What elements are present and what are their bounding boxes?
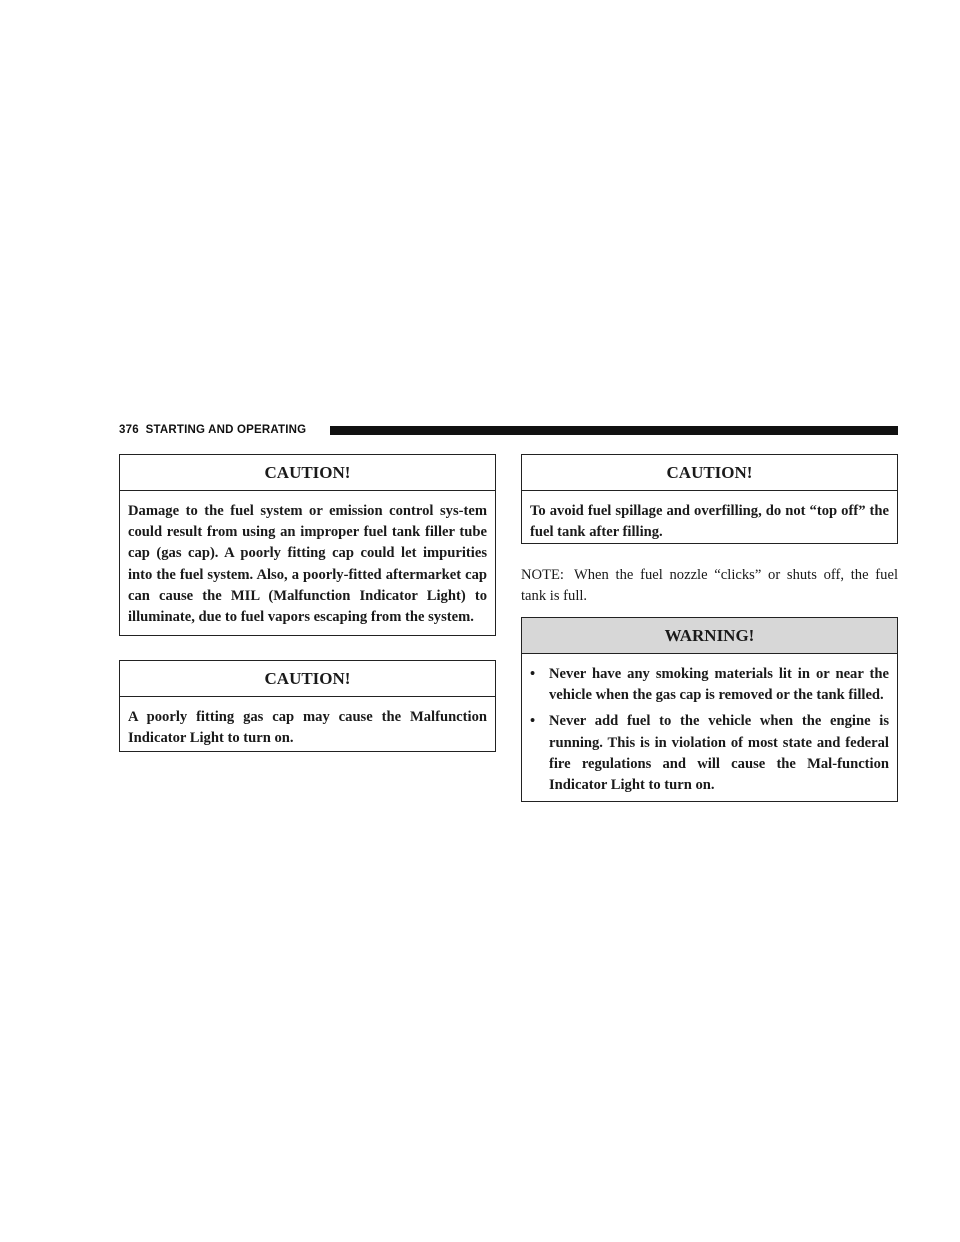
caution-box-gas-cap-damage (119, 454, 496, 636)
warning-list-item (530, 664, 889, 706)
caution-box-gas-cap-mil (119, 660, 496, 752)
caution-text: A poorly fitting gas cap may cause the Malfunction Indicator Light to turn on. (128, 709, 487, 747)
bullet-icon: • (530, 713, 536, 730)
warning-body (522, 654, 897, 796)
caution-text: Damage to the fuel system or emission control sys-tem could result from using an improper fuel tank filler tube cap (gas cap). A poorly fitting cap could let impurities into the fuel system. Also, a poorly-fitted aftermarket cap can cause the MIL (Malfunction Indicator Light) to illuminate, due to fuel vapors escaping from the system. (128, 503, 487, 626)
page-header (119, 422, 898, 440)
warning-list-item (530, 711, 889, 796)
caution-box-top-off (521, 454, 898, 544)
warning-item-text: Never have any smoking materials lit in or near the vehicle when the gas cap is removed or the tank filled. (549, 666, 889, 704)
caution-title: CAUTION! (120, 661, 495, 697)
caution-body (120, 491, 495, 628)
warning-box-fueling (521, 617, 898, 802)
warning-item-text: Never add fuel to the vehicle when the engine is running. This is in violation of most state and federal fire regulations and will cause the Mal-function Indicator Light to turn on. (549, 713, 889, 794)
header-rule (330, 426, 898, 435)
caution-title: CAUTION! (120, 455, 495, 491)
header-label (119, 424, 306, 436)
section-title: STARTING AND OPERATING (145, 424, 307, 436)
warning-list (530, 664, 889, 796)
caution-body (522, 491, 897, 543)
caution-title: CAUTION! (522, 455, 897, 491)
caution-text: To avoid fuel spillage and overfilling, do not “top off” the fuel tank after filling. (530, 503, 889, 541)
note-text: When the fuel nozzle “clicks” or shuts off, the fuel tank is full. (521, 567, 898, 605)
page-number: 376 (119, 424, 139, 436)
note-label: NOTE: (521, 567, 564, 583)
bullet-icon: • (530, 666, 536, 682)
note-paragraph (521, 565, 898, 608)
caution-body (120, 697, 495, 749)
warning-title: WARNING! (522, 618, 897, 654)
